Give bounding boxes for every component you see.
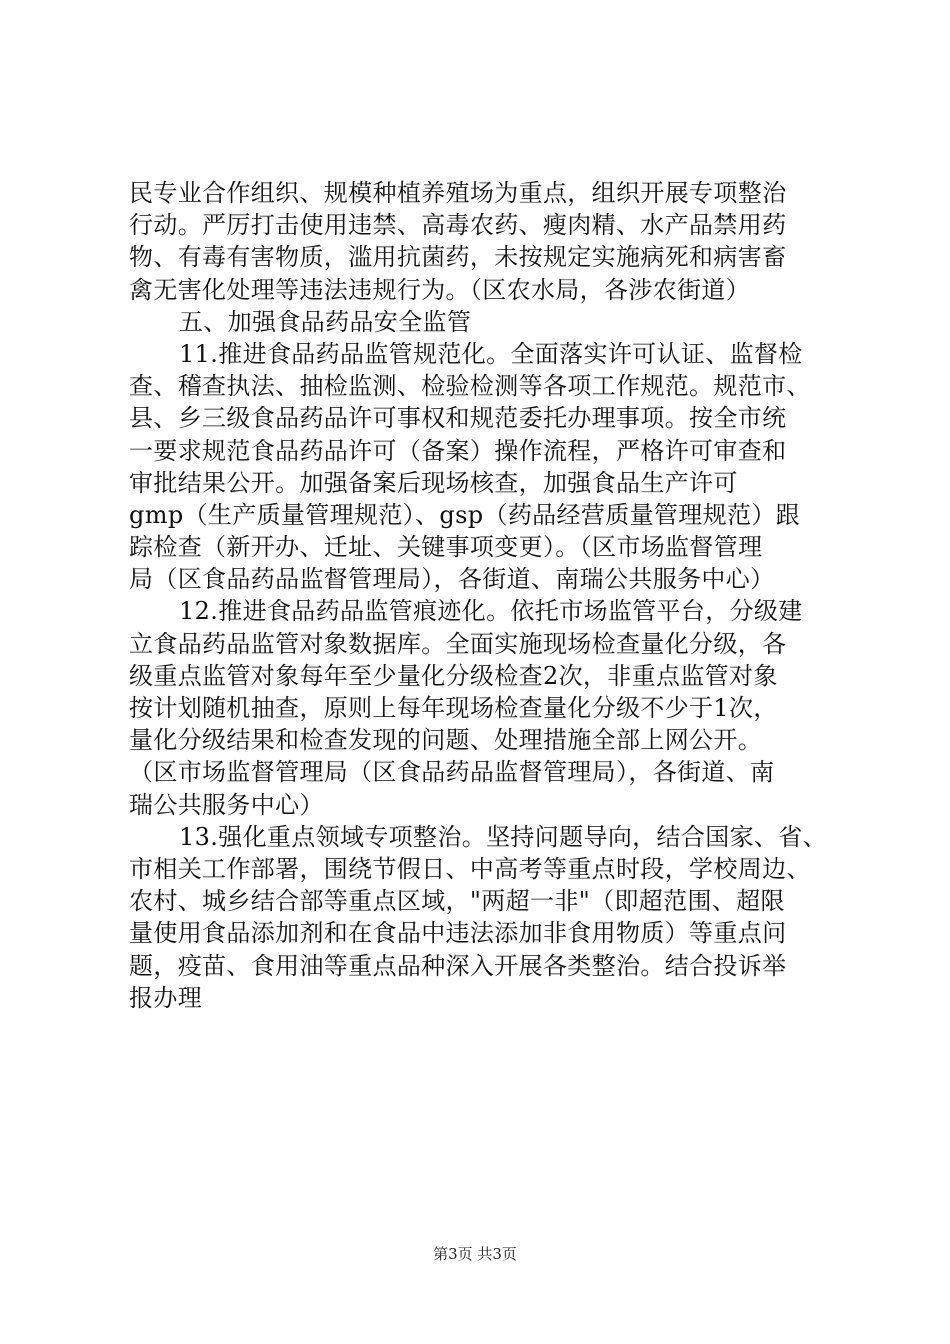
text-line: （区市场监督管理局（区食品药品监督管理局），各街道、南 <box>129 758 775 787</box>
text-line: 市相关工作部署，围绕节假日、中高考等重点时段，学校周边、 <box>129 854 811 883</box>
text-line: 局（区食品药品监督管理局），各街道、南瑞公共服务中心） <box>129 565 775 594</box>
paragraph-first-line: 13.强化重点领域专项整治。坚持问题导向，结合国家、省、 <box>179 822 827 851</box>
text-line: 报办理 <box>129 983 203 1012</box>
section-heading: 五、加强食品药品安全监管 <box>179 307 472 336</box>
text-line: 禽无害化处理等违法违规行为。（区农水局，各涉农街道） <box>129 275 751 304</box>
text-line: 踪检查（新开办、迁址、关键事项变更）。（区市场监督管理 <box>129 533 763 562</box>
text-line: 县、乡三级食品药品许可事权和规范委托办理事项。按全市统 <box>129 404 787 433</box>
text-line: 一要求规范食品药品许可（备案）操作流程，严格许可审查和 <box>129 436 787 465</box>
body-text <box>129 177 829 1014</box>
text-line: 级重点监管对象每年至少量化分级检查2次，非重点监管对象 <box>129 661 778 690</box>
paragraph-first-line: 12.推进食品药品监管痕迹化。依托市场监管平台，分级建 <box>179 597 803 626</box>
text-line: 瑞公共服务中心） <box>129 790 324 819</box>
text-line: 物、有毒有害物质，滥用抗菌药，未按规定实施病死和病害畜 <box>129 243 787 272</box>
text-line: 查、稽查执法、抽检监测、检验检测等各项工作规范。规范市、 <box>129 372 811 401</box>
text-line: 民专业合作组织、规模种植养殖场为重点，组织开展专项整治 <box>129 179 787 207</box>
page-number-label: 第3页 共3页 <box>433 1245 517 1263</box>
text-line: 立食品药品监管对象数据库。全面实施现场检查量化分级，各 <box>129 629 787 658</box>
paragraph-first-line: 11.推进食品药品监管规范化。全面落实许可认证、监督检 <box>179 339 803 368</box>
text-line: 审批结果公开。加强备案后现场核查，加强食品生产许可 <box>129 468 738 497</box>
text-line: 题，疫苗、食用油等重点品种深入开展各类整治。结合投诉举 <box>129 951 787 980</box>
text-line: 行动。严厉打击使用违禁、高毒农药、瘦肉精、水产品禁用药 <box>129 211 787 240</box>
text-line: gmp（生产质量管理规范）、gsp（药品经营质量管理规范）跟 <box>129 500 801 529</box>
text-line: 农村、城乡结合部等重点区域，"两超一非"（即超范围、超限 <box>129 887 785 916</box>
text-line: 按计划随机抽查，原则上每年现场检查量化分级不少于1次， <box>129 694 778 722</box>
text-line: 量化分级结果和检查发现的问题、处理措施全部上网公开。 <box>129 726 763 755</box>
text-line: 量使用食品添加剂和在食品中违法添加非食用物质）等重点问 <box>129 919 787 948</box>
page-footer <box>0 1244 950 1264</box>
